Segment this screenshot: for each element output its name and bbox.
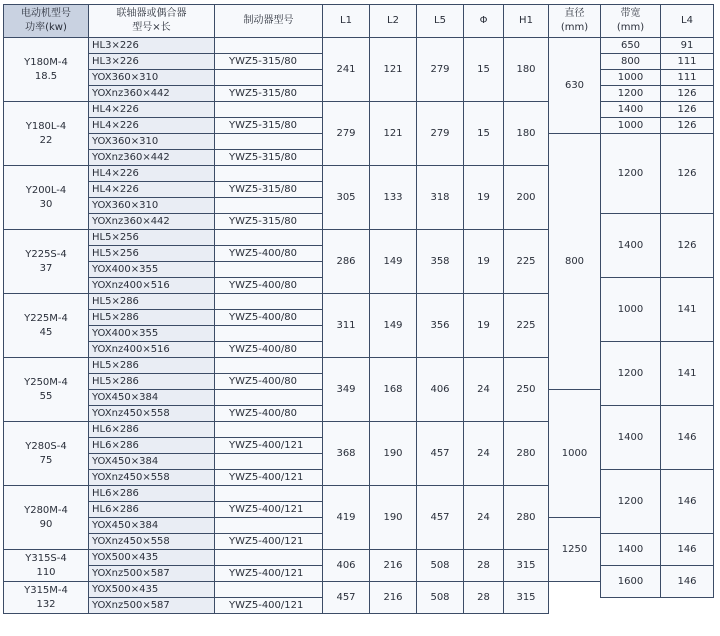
- motor-model: Y200L-4: [25, 184, 67, 196]
- phi-cell: 24: [464, 486, 504, 550]
- motor-model: Y315M-4: [24, 584, 68, 596]
- phi-cell: 28: [464, 582, 504, 614]
- coupling-cell: YOX450×384: [89, 454, 215, 470]
- coupling-cell: HL5×286: [89, 310, 215, 326]
- motor-power: 55: [39, 390, 53, 402]
- header-diameter: [549, 5, 601, 38]
- coupling-cell: YOX500×435: [89, 550, 215, 566]
- l4-cell: 146: [661, 566, 714, 598]
- motor-power: 30: [39, 198, 53, 210]
- brake-cell: YWZ5-400/80: [215, 342, 323, 358]
- motor-cell: [4, 102, 89, 166]
- brake-cell: [215, 102, 323, 118]
- l5-cell: 279: [417, 102, 464, 166]
- brake-cell: [215, 294, 323, 310]
- width-cell: 1600: [601, 566, 661, 598]
- l4-cell: 126: [661, 214, 714, 278]
- coupling-cell: YOXnz500×587: [89, 598, 215, 614]
- motor-model: Y250M-4: [24, 376, 68, 388]
- motor-model: Y280S-4: [25, 440, 67, 452]
- coupling-cell: HL6×286: [89, 486, 215, 502]
- motor-power: 18.5: [34, 70, 58, 82]
- table-row: [4, 38, 714, 54]
- coupling-cell: HL5×256: [89, 246, 215, 262]
- spec-body: [4, 38, 714, 614]
- motor-cell: [4, 486, 89, 550]
- l2-cell: 190: [370, 486, 417, 550]
- h1-cell: 315: [504, 582, 549, 614]
- header-l5: L5: [417, 5, 464, 38]
- l4-cell: 126: [661, 118, 714, 134]
- brake-cell: YWZ5-400/121: [215, 566, 323, 582]
- coupling-cell: HL4×226: [89, 118, 215, 134]
- l1-cell: 305: [323, 166, 370, 230]
- table-row: [4, 102, 714, 118]
- h1-cell: 200: [504, 166, 549, 230]
- l1-cell: 368: [323, 422, 370, 486]
- coupling-cell: YOXnz450×558: [89, 534, 215, 550]
- brake-cell: YWZ5-315/80: [215, 214, 323, 230]
- l4-cell: 91: [661, 38, 714, 54]
- brake-cell: [215, 134, 323, 150]
- header-l2: L2: [370, 5, 417, 38]
- coupling-cell: YOX500×435: [89, 582, 215, 598]
- phi-cell: 24: [464, 358, 504, 422]
- l5-cell: 358: [417, 230, 464, 294]
- motor-cell: [4, 230, 89, 294]
- diameter-cell: 1250: [549, 518, 601, 582]
- l5-cell: 508: [417, 582, 464, 614]
- width-cell: 1200: [601, 342, 661, 406]
- width-cell: 1200: [601, 86, 661, 102]
- l4-cell: 146: [661, 406, 714, 470]
- motor-cell: [4, 358, 89, 422]
- l2-cell: 149: [370, 294, 417, 358]
- spec-table: [3, 4, 714, 614]
- brake-cell: YWZ5-400/121: [215, 438, 323, 454]
- l1-cell: 419: [323, 486, 370, 550]
- phi-cell: 19: [464, 294, 504, 358]
- motor-model: Y225M-4: [24, 312, 68, 324]
- l2-cell: 121: [370, 102, 417, 166]
- phi-cell: 15: [464, 102, 504, 166]
- width-cell: 1200: [601, 134, 661, 214]
- header-diameter-line1: 直径: [564, 8, 585, 19]
- header-motor: [4, 5, 89, 38]
- coupling-cell: HL5×286: [89, 294, 215, 310]
- coupling-cell: YOXnz360×442: [89, 214, 215, 230]
- l1-cell: 406: [323, 550, 370, 582]
- l5-cell: 318: [417, 166, 464, 230]
- coupling-cell: YOX450×384: [89, 390, 215, 406]
- coupling-cell: YOXnz400×516: [89, 342, 215, 358]
- header-motor-line1: 电动机型号: [21, 8, 71, 19]
- header-coupling-line1: 联轴器或偶合器: [116, 8, 187, 19]
- l4-cell: 111: [661, 70, 714, 86]
- coupling-cell: YOX360×310: [89, 134, 215, 150]
- coupling-cell: YOX400×355: [89, 326, 215, 342]
- motor-cell: [4, 166, 89, 230]
- brake-cell: [215, 518, 323, 534]
- coupling-cell: HL4×226: [89, 182, 215, 198]
- brake-cell: [215, 390, 323, 406]
- header-phi: Φ: [464, 5, 504, 38]
- header-row: [4, 5, 714, 38]
- l5-cell: 279: [417, 38, 464, 102]
- motor-power: 132: [36, 598, 56, 610]
- header-motor-line2: 功率(kw): [25, 22, 67, 33]
- brake-cell: YWZ5-315/80: [215, 86, 323, 102]
- motor-power: 45: [39, 326, 53, 338]
- width-cell: 1000: [601, 278, 661, 342]
- brake-cell: YWZ5-400/121: [215, 534, 323, 550]
- header-width: [601, 5, 661, 38]
- brake-cell: YWZ5-400/80: [215, 310, 323, 326]
- l4-cell: 126: [661, 102, 714, 118]
- width-cell: 1400: [601, 102, 661, 118]
- l2-cell: 149: [370, 230, 417, 294]
- header-coupling-line2: 型号×长: [132, 22, 171, 33]
- l5-cell: 457: [417, 486, 464, 550]
- brake-cell: YWZ5-400/121: [215, 470, 323, 486]
- l5-cell: 406: [417, 358, 464, 422]
- phi-cell: 28: [464, 550, 504, 582]
- brake-cell: [215, 486, 323, 502]
- brake-cell: YWZ5-400/121: [215, 502, 323, 518]
- width-cell: 800: [601, 54, 661, 70]
- brake-cell: [215, 198, 323, 214]
- motor-model: Y180M-4: [24, 56, 68, 68]
- brake-cell: YWZ5-315/80: [215, 118, 323, 134]
- coupling-cell: YOXnz360×442: [89, 150, 215, 166]
- brake-cell: YWZ5-400/80: [215, 406, 323, 422]
- motor-cell: [4, 294, 89, 358]
- l5-cell: 508: [417, 550, 464, 582]
- brake-cell: YWZ5-400/121: [215, 598, 323, 614]
- header-width-line2: (mm): [616, 22, 645, 33]
- width-cell: 650: [601, 38, 661, 54]
- l1-cell: 241: [323, 38, 370, 102]
- coupling-cell: YOXnz360×442: [89, 86, 215, 102]
- l2-cell: 216: [370, 582, 417, 614]
- coupling-cell: HL3×226: [89, 38, 215, 54]
- coupling-cell: HL4×226: [89, 166, 215, 182]
- h1-cell: 280: [504, 486, 549, 550]
- coupling-cell: YOXnz450×558: [89, 406, 215, 422]
- l2-cell: 216: [370, 550, 417, 582]
- diameter-cell: 800: [549, 134, 601, 390]
- width-cell: 1000: [601, 118, 661, 134]
- header-brake: 制动器型号: [215, 5, 323, 38]
- width-cell: 1400: [601, 214, 661, 278]
- l1-cell: 279: [323, 102, 370, 166]
- l5-cell: 356: [417, 294, 464, 358]
- coupling-cell: YOX450×384: [89, 518, 215, 534]
- motor-model: Y180L-4: [25, 120, 67, 132]
- coupling-cell: YOXnz400×516: [89, 278, 215, 294]
- l4-cell: 126: [661, 134, 714, 214]
- coupling-cell: HL6×286: [89, 502, 215, 518]
- l1-cell: 311: [323, 294, 370, 358]
- h1-cell: 180: [504, 38, 549, 102]
- width-cell: 1400: [601, 406, 661, 470]
- brake-cell: [215, 550, 323, 566]
- brake-cell: YWZ5-400/80: [215, 374, 323, 390]
- coupling-cell: HL5×286: [89, 374, 215, 390]
- width-cell: 1200: [601, 470, 661, 534]
- brake-cell: [215, 582, 323, 598]
- l4-cell: 111: [661, 54, 714, 70]
- l4-cell: 141: [661, 278, 714, 342]
- brake-cell: [215, 326, 323, 342]
- l4-cell: 141: [661, 342, 714, 406]
- brake-cell: [215, 38, 323, 54]
- width-cell: 1000: [601, 70, 661, 86]
- brake-cell: YWZ5-315/80: [215, 182, 323, 198]
- motor-cell: [4, 38, 89, 102]
- coupling-cell: HL5×286: [89, 358, 215, 374]
- h1-cell: 180: [504, 102, 549, 166]
- brake-cell: YWZ5-315/80: [215, 150, 323, 166]
- motor-model: Y315S-4: [25, 552, 67, 564]
- brake-cell: YWZ5-400/80: [215, 278, 323, 294]
- header-h1: H1: [504, 5, 549, 38]
- l1-cell: 286: [323, 230, 370, 294]
- header-coupling: [89, 5, 215, 38]
- diameter-cell: 1000: [549, 390, 601, 518]
- width-cell: 1400: [601, 534, 661, 566]
- brake-cell: [215, 454, 323, 470]
- l2-cell: 121: [370, 38, 417, 102]
- motor-model: Y280M-4: [24, 504, 68, 516]
- motor-power: 75: [39, 454, 53, 466]
- diameter-cell: 630: [549, 38, 601, 134]
- l5-cell: 457: [417, 422, 464, 486]
- motor-cell: [4, 582, 89, 614]
- brake-cell: [215, 262, 323, 278]
- phi-cell: 15: [464, 38, 504, 102]
- l2-cell: 133: [370, 166, 417, 230]
- motor-cell: [4, 422, 89, 486]
- brake-cell: YWZ5-400/80: [215, 246, 323, 262]
- brake-cell: [215, 166, 323, 182]
- brake-cell: [215, 70, 323, 86]
- l4-cell: 146: [661, 470, 714, 534]
- coupling-cell: YOX360×310: [89, 198, 215, 214]
- coupling-cell: HL4×226: [89, 102, 215, 118]
- brake-cell: YWZ5-315/80: [215, 54, 323, 70]
- coupling-cell: YOX360×310: [89, 70, 215, 86]
- l4-cell: 146: [661, 534, 714, 566]
- l2-cell: 168: [370, 358, 417, 422]
- coupling-cell: YOXnz450×558: [89, 470, 215, 486]
- phi-cell: 24: [464, 422, 504, 486]
- brake-cell: [215, 422, 323, 438]
- brake-cell: [215, 358, 323, 374]
- l1-cell: 349: [323, 358, 370, 422]
- coupling-cell: HL3×226: [89, 54, 215, 70]
- header-width-line1: 带宽: [620, 8, 641, 19]
- l4-cell: 126: [661, 86, 714, 102]
- coupling-cell: YOX400×355: [89, 262, 215, 278]
- coupling-cell: HL6×286: [89, 438, 215, 454]
- phi-cell: 19: [464, 230, 504, 294]
- header-l1: L1: [323, 5, 370, 38]
- h1-cell: 280: [504, 422, 549, 486]
- l2-cell: 190: [370, 422, 417, 486]
- h1-cell: 315: [504, 550, 549, 582]
- motor-power: 110: [36, 566, 56, 578]
- motor-cell: [4, 550, 89, 582]
- header-l4: L4: [661, 5, 714, 38]
- brake-cell: [215, 230, 323, 246]
- motor-power: 22: [39, 134, 53, 146]
- l1-cell: 457: [323, 582, 370, 614]
- motor-power: 90: [39, 518, 53, 530]
- coupling-cell: HL5×256: [89, 230, 215, 246]
- h1-cell: 225: [504, 294, 549, 358]
- coupling-cell: YOXnz500×587: [89, 566, 215, 582]
- phi-cell: 19: [464, 166, 504, 230]
- motor-power: 37: [39, 262, 53, 274]
- header-diameter-line2: (mm): [560, 22, 589, 33]
- motor-model: Y225S-4: [25, 248, 67, 260]
- coupling-cell: HL6×286: [89, 422, 215, 438]
- h1-cell: 250: [504, 358, 549, 422]
- h1-cell: 225: [504, 230, 549, 294]
